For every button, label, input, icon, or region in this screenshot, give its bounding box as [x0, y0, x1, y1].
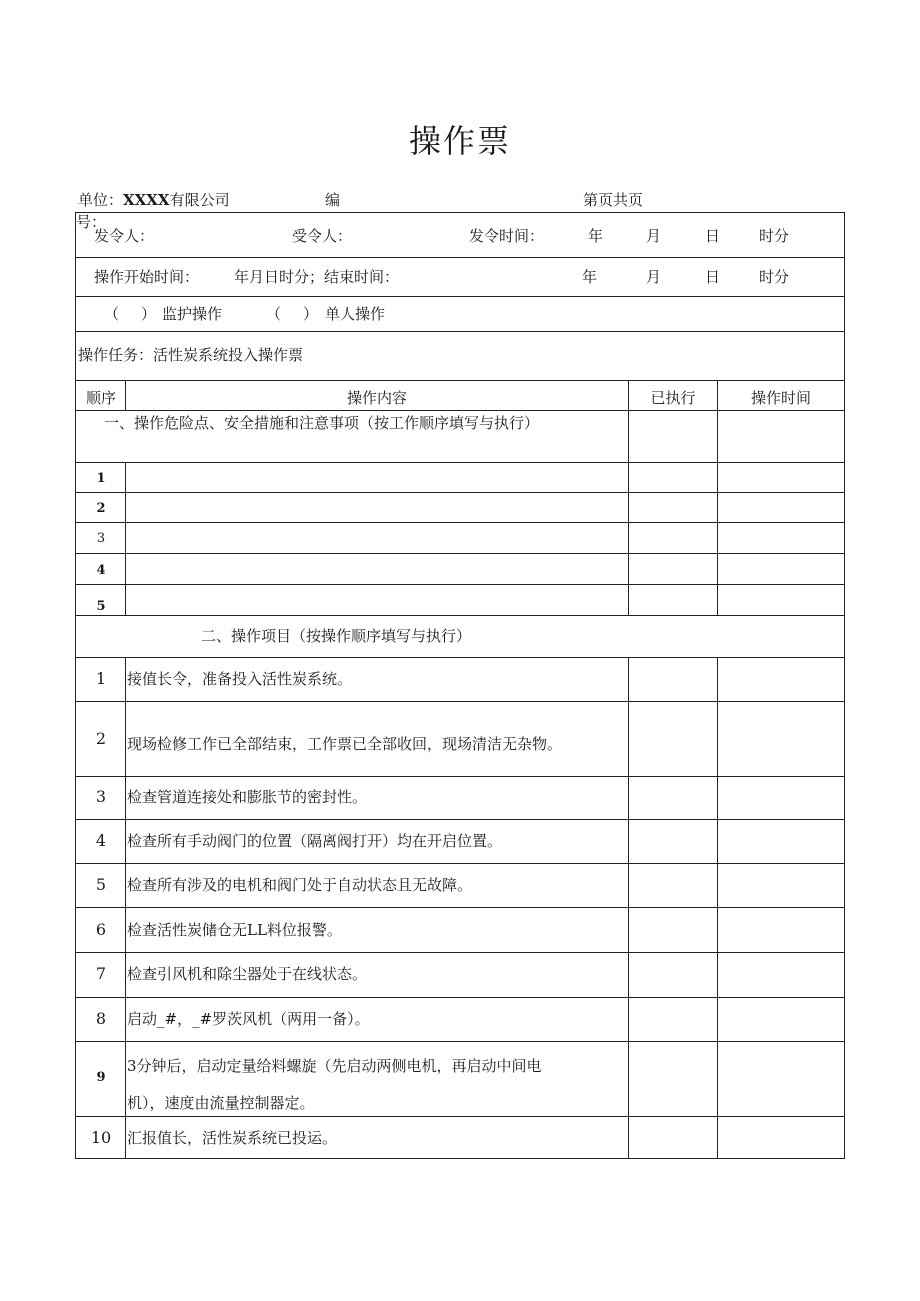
section-1-heading: 一、操作危险点、安全措施和注意事项（按工作顺序填写与执行） — [104, 414, 540, 432]
page-info: 第页共页 — [583, 191, 644, 209]
step-text: 检查管道连接处和膨胀节的密封性。 — [127, 788, 368, 806]
section-1-row-number: 1 — [96, 471, 106, 486]
number-label-tail: 号： — [76, 213, 107, 231]
issue-day: 日 — [705, 227, 721, 245]
issue-year: 年 — [588, 227, 604, 245]
start-time-label: 操作开始时间： — [94, 268, 200, 286]
step-text: 机），速度由流量控制器定。 — [127, 1094, 315, 1112]
receiver-label: 受令人： — [292, 227, 353, 245]
step-number: 2 — [95, 729, 107, 748]
end-time-label: 年月日时分；结束时间： — [234, 268, 400, 286]
end-hour-minute: 时分 — [759, 268, 790, 286]
step-number: 3 — [95, 787, 107, 806]
step-text: 汇报值长，活性炭系统已投运。 — [127, 1129, 338, 1147]
section-1-row-number: 3 — [96, 531, 106, 546]
single-operation-label: 单人操作 — [325, 305, 386, 323]
step-number: 10 — [90, 1128, 112, 1147]
operation-task: 操作任务：活性炭系统投入操作票 — [78, 346, 304, 364]
section-2-heading: 二、操作项目（按操作顺序填写与执行） — [201, 627, 472, 645]
section-1-row-number: 4 — [96, 563, 106, 578]
end-year: 年 — [582, 268, 598, 286]
step-text: 启动_#，_#罗茨风机（两用一备）。 — [127, 1010, 370, 1028]
step-text: 3分钟后，启动定量给料螺旋（先启动两侧电机，再启动中间电 — [127, 1057, 542, 1075]
section-1-row-number: 5 — [96, 599, 106, 614]
issue-hour-minute: 时分 — [759, 227, 790, 245]
operation-ticket-table — [75, 212, 845, 1159]
issue-time-label: 发令时间： — [469, 227, 545, 245]
step-text: 现场检修工作已全部结束，工作票已全部收回，现场清洁无杂物。 — [127, 735, 563, 753]
step-number: 6 — [95, 920, 107, 939]
section-1-row-number: 2 — [96, 501, 106, 516]
col-time: 操作时间 — [750, 389, 811, 407]
page-title: 操作票 — [408, 122, 511, 160]
single-checkbox-open[interactable]: （ — [266, 305, 282, 323]
step-number: 8 — [95, 1009, 107, 1028]
supervised-operation-label: 监护操作 — [162, 305, 223, 323]
step-number: 7 — [95, 964, 107, 983]
step-number: 1 — [95, 669, 107, 688]
supervised-checkbox-open[interactable]: （ — [104, 305, 120, 323]
step-text: 检查引风机和除尘器处于在线状态。 — [127, 965, 368, 983]
issue-month: 月 — [646, 227, 662, 245]
step-text: 接值长令，准备投入活性炭系统。 — [127, 670, 353, 688]
single-checkbox-close[interactable]: ） — [303, 305, 319, 323]
step-text: 检查所有涉及的电机和阀门处于自动状态且无故障。 — [127, 876, 473, 894]
step-number: 4 — [95, 831, 107, 850]
col-seq: 顺序 — [85, 389, 116, 407]
col-done: 已执行 — [650, 389, 696, 407]
col-content: 操作内容 — [346, 389, 407, 407]
supervised-checkbox-close[interactable]: ） — [141, 305, 157, 323]
end-month: 月 — [646, 268, 662, 286]
step-number: 5 — [95, 875, 107, 894]
step-text: 检查所有手动阀门的位置（隔离阀打开）均在开启位置。 — [127, 832, 503, 850]
unit-field: 单位：XXXX有限公司 — [78, 191, 230, 209]
issuer-label: 发令人： — [94, 227, 155, 245]
step-number: 9 — [96, 1070, 106, 1085]
step-text: 检查活性炭储仓无LL料位报警。 — [127, 921, 342, 939]
number-label: 编 — [325, 191, 341, 209]
end-day: 日 — [705, 268, 721, 286]
